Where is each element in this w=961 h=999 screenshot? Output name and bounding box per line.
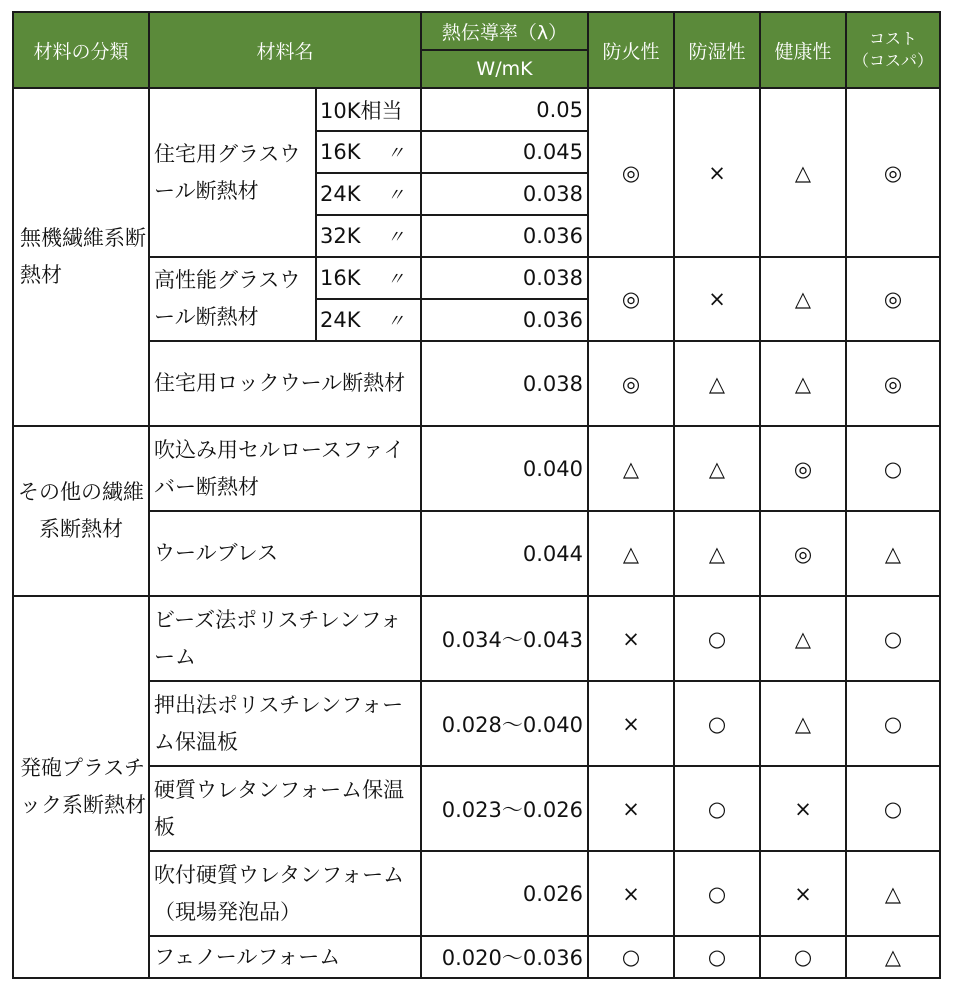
grade-cell [316, 88, 421, 131]
grade-label: 16K [320, 266, 361, 290]
header-material: 材料名 [149, 12, 421, 88]
header-conductivity: 熱伝導率（λ） [421, 12, 588, 50]
table-row [13, 511, 940, 596]
grade-cell [316, 299, 421, 341]
health-rating: △ [760, 88, 846, 257]
fire-rating: ◎ [588, 257, 674, 341]
grade-cell [316, 215, 421, 257]
health-rating: △ [760, 596, 846, 681]
moisture-rating: × [674, 257, 760, 341]
health-rating: × [760, 766, 846, 851]
fire-rating: ◎ [588, 88, 674, 257]
ditto-mark: 〃 [386, 311, 405, 332]
grade-label: 24K [320, 308, 361, 332]
grade-cell [316, 257, 421, 299]
table-row [13, 341, 940, 426]
header-cost [846, 12, 940, 88]
cost-rating: ○ [846, 766, 940, 851]
table-row [13, 766, 940, 851]
grade-label: 10K相当 [320, 98, 403, 123]
cost-rating: ○ [846, 596, 940, 681]
ditto-mark: 〃 [386, 143, 405, 164]
material-name: 高性能グラスウール断熱材 [149, 257, 316, 341]
material-name: 吹付硬質ウレタンフォーム（現場発泡品） [149, 851, 421, 936]
conductivity-value: 0.038 [421, 257, 588, 299]
category-other-fiber: その他の繊維系断熱材 [13, 426, 149, 596]
fire-rating: × [588, 596, 674, 681]
grade-cell [316, 131, 421, 173]
fire-rating: ◎ [588, 341, 674, 426]
material-name: 硬質ウレタンフォーム保温板 [149, 766, 421, 851]
health-rating: × [760, 851, 846, 936]
header-cost-label: コスト [868, 29, 917, 48]
header-unit: W/mK [421, 50, 588, 88]
conductivity-value: 0.038 [421, 173, 588, 215]
cost-rating: ◎ [846, 88, 940, 257]
conductivity-value: 0.045 [421, 131, 588, 173]
moisture-rating: △ [674, 426, 760, 511]
category-plastic: 発砲プラスチック系断熱材 [13, 596, 149, 978]
material-name: ビーズ法ポリスチレンフォーム [149, 596, 421, 681]
header-moisture: 防湿性 [674, 12, 760, 88]
header-fire: 防火性 [588, 12, 674, 88]
table-row [13, 426, 940, 511]
material-name: 住宅用ロックウール断熱材 [149, 341, 421, 426]
conductivity-value: 0.026 [421, 851, 588, 936]
table-row [13, 257, 940, 299]
fire-rating: × [588, 766, 674, 851]
moisture-rating: ○ [674, 766, 760, 851]
cost-rating: △ [846, 936, 940, 978]
cost-rating: ◎ [846, 341, 940, 426]
ditto-mark: 〃 [386, 185, 405, 206]
fire-rating: △ [588, 511, 674, 596]
conductivity-value: 0.036 [421, 215, 588, 257]
insulation-comparison-table [12, 11, 941, 979]
ditto-mark: 〃 [386, 269, 405, 290]
fire-rating: ○ [588, 936, 674, 978]
health-rating: ◎ [760, 426, 846, 511]
conductivity-value: 0.040 [421, 426, 588, 511]
conductivity-value: 0.020～0.036 [421, 936, 588, 978]
moisture-rating: ○ [674, 936, 760, 978]
table-row [13, 936, 940, 978]
conductivity-value: 0.044 [421, 511, 588, 596]
cost-rating: △ [846, 851, 940, 936]
moisture-rating: ○ [674, 596, 760, 681]
fire-rating: △ [588, 426, 674, 511]
fire-rating: × [588, 851, 674, 936]
conductivity-value: 0.038 [421, 341, 588, 426]
material-name: 吹込み用セルロースファイバー断熱材 [149, 426, 421, 511]
conductivity-value: 0.023～0.026 [421, 766, 588, 851]
grade-label: 16K [320, 140, 361, 164]
moisture-rating: △ [674, 341, 760, 426]
grade-label: 24K [320, 182, 361, 206]
table-row [13, 88, 940, 131]
material-name: フェノールフォーム [149, 936, 421, 978]
cost-rating: ◎ [846, 257, 940, 341]
cost-rating: ○ [846, 426, 940, 511]
health-rating: △ [760, 681, 846, 766]
material-name: 押出法ポリスチレンフォーム保温板 [149, 681, 421, 766]
moisture-rating: ○ [674, 851, 760, 936]
grade-label: 32K [320, 224, 361, 248]
material-name: ウールブレス [149, 511, 421, 596]
health-rating: ○ [760, 936, 846, 978]
grade-cell [316, 173, 421, 215]
health-rating: △ [760, 257, 846, 341]
table-row [13, 681, 940, 766]
conductivity-value: 0.034～0.043 [421, 596, 588, 681]
moisture-rating: ○ [674, 681, 760, 766]
cost-rating: △ [846, 511, 940, 596]
material-name: 住宅用グラスウール断熱材 [149, 88, 316, 257]
category-inorganic: 無機繊維系断熱材 [13, 88, 149, 426]
fire-rating: × [588, 681, 674, 766]
header-health: 健康性 [760, 12, 846, 88]
cost-rating: ○ [846, 681, 940, 766]
conductivity-value: 0.028～0.040 [421, 681, 588, 766]
moisture-rating: △ [674, 511, 760, 596]
conductivity-value: 0.05 [421, 88, 588, 131]
ditto-mark: 〃 [386, 227, 405, 248]
conductivity-value: 0.036 [421, 299, 588, 341]
table-row [13, 596, 940, 681]
health-rating: △ [760, 341, 846, 426]
header-cost-sub: （コスパ） [852, 51, 933, 70]
header-category: 材料の分類 [13, 12, 149, 88]
moisture-rating: × [674, 88, 760, 257]
health-rating: ◎ [760, 511, 846, 596]
table-row [13, 851, 940, 936]
